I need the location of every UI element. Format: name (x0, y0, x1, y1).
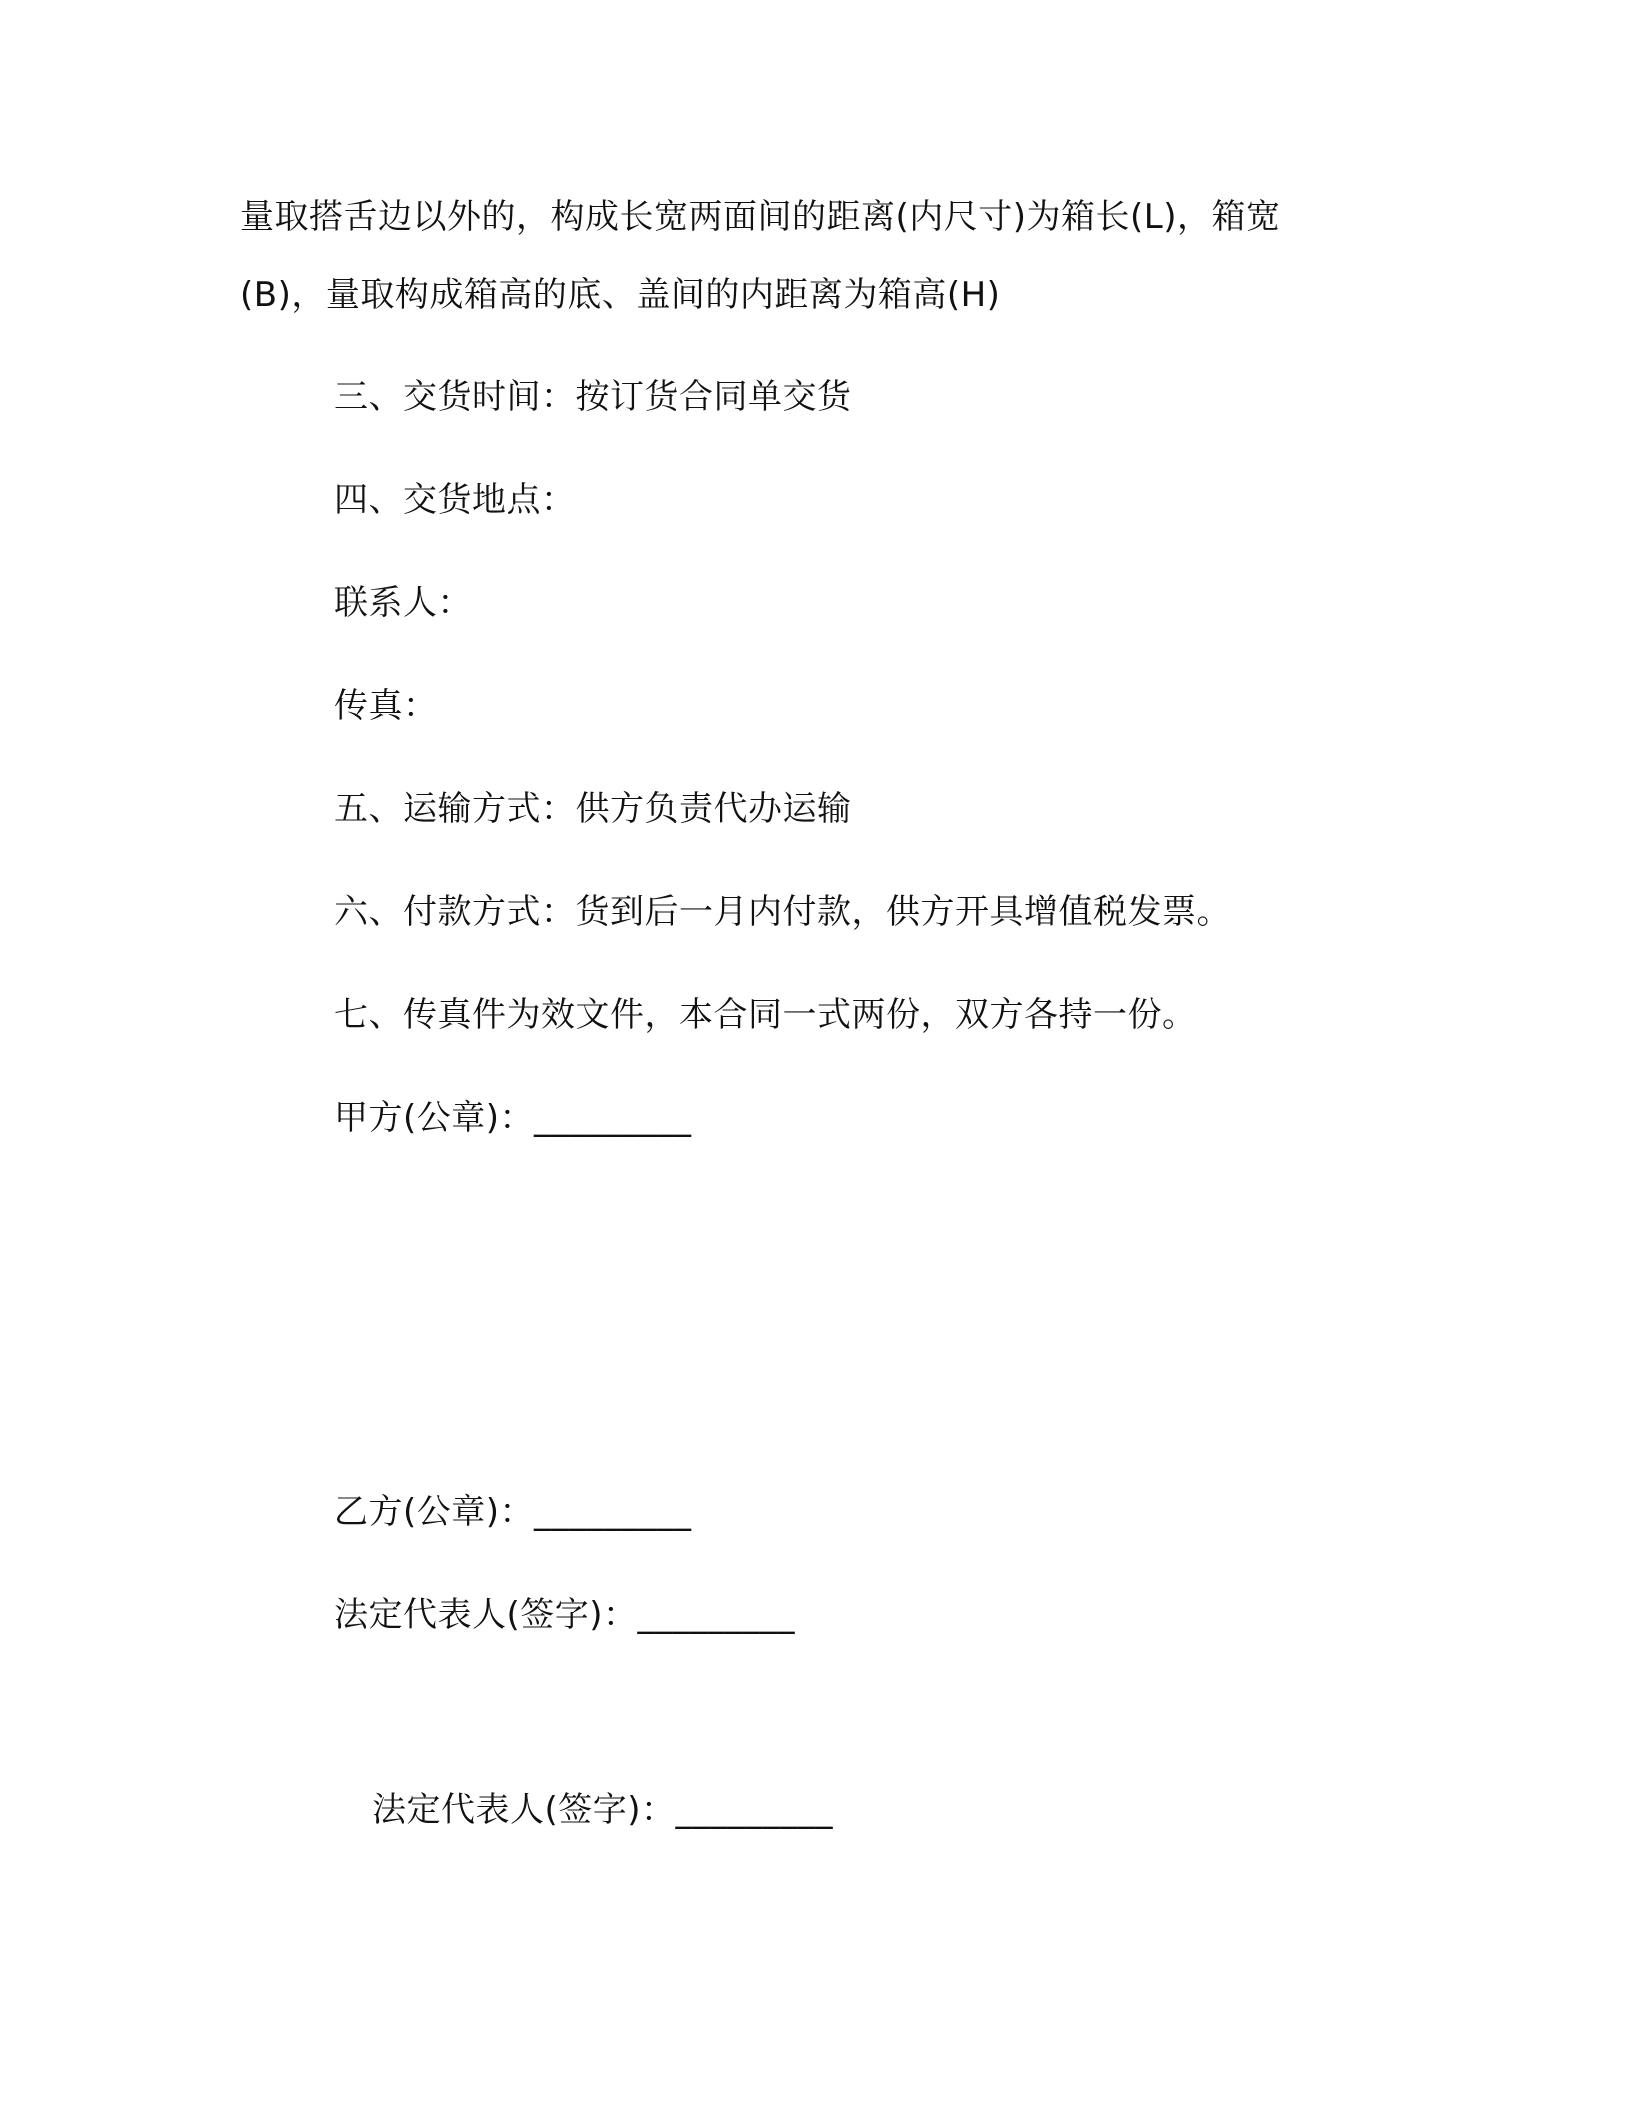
clause-fax: 传真： (334, 686, 438, 726)
paragraph-line-2: (B)，量取构成箱高的底、盖间的内距离为箱高(H) (240, 275, 1001, 315)
signature-party-a: 甲方(公章)：_________ (334, 1098, 692, 1138)
signature-legal-rep-2: 法定代表人(签字)：_________ (372, 1790, 834, 1830)
clause-validity: 七、传真件为效文件，本合同一式两份，双方各持一份。 (334, 995, 1197, 1035)
signature-party-b: 乙方(公章)：_________ (334, 1492, 692, 1532)
clause-contact: 联系人： (334, 583, 472, 623)
clause-delivery-time: 三、交货时间：按订货合同单交货 (334, 377, 852, 417)
paragraph-line-1: 量取搭舌边以外的，构成长宽两面间的距离(内尺寸)为箱长(L)，箱宽 (240, 197, 1281, 237)
clause-transport: 五、运输方式：供方负责代办运输 (334, 789, 852, 829)
signature-legal-rep-1: 法定代表人(签字)：_________ (334, 1595, 796, 1635)
clause-delivery-place: 四、交货地点： (334, 480, 576, 520)
clause-payment: 六、付款方式：货到后一月内付款，供方开具增值税发票。 (334, 892, 1231, 932)
